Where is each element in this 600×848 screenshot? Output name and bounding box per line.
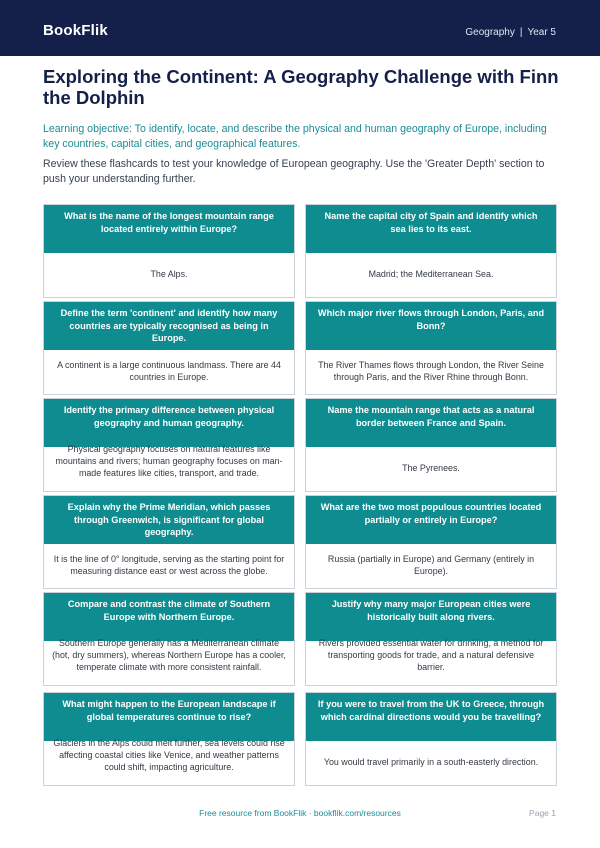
flashcard-answer: Southern Europe generally has a Mediterranean climate (hot, dry summers), whereas Northern Europe has a cooler, temperate climate with more consistent rainfall.: [52, 638, 286, 672]
flashcard-question: Name the capital city of Spain and identify which sea lies to its east.: [306, 205, 556, 253]
flashcard-7: [43, 495, 295, 589]
subject-label: Geography: [465, 27, 515, 38]
flashcard-6: [305, 398, 557, 492]
intro-text: Review these flashcards to test your knowledge of European geography. Use the 'Greater Depth' section to push your understanding further.: [43, 158, 545, 185]
flashcard-answer: Physical geography focuses on natural features like mountains and rivers; human geography focuses on man-made features like cities, transport, and trade.: [55, 444, 283, 478]
flashcard-question: Which major river flows through London, Paris, and Bonn?: [306, 302, 556, 350]
flashcard-question: If you were to travel from the UK to Greece, through which cardinal directions would you be travelling?: [306, 693, 556, 741]
year-label: Year 5: [527, 27, 556, 38]
brand-logo[interactable]: BookFlik: [43, 22, 108, 39]
flashcard-question: Identify the primary difference between physical geography and human geography.: [44, 399, 294, 447]
meta-separator: |: [519, 27, 523, 38]
flashcard-2: [305, 204, 557, 298]
flashcard-question: Justify why many major European cities were historically built along rivers.: [306, 593, 556, 641]
flashcard-question: What is the name of the longest mountain range located entirely within Europe?: [44, 205, 294, 253]
flashcard-answer: A continent is a large continuous landmass. There are 44 countries in Europe.: [57, 360, 281, 382]
flashcard-question: What are the two most populous countries located partially or entirely in Europe?: [306, 496, 556, 544]
flashcard-question: Define the term 'continent' and identify how many countries are typically recognised as being in Europe.: [44, 302, 294, 350]
flashcard-1: [43, 204, 295, 298]
header-bar: [0, 0, 600, 56]
flashcard-question: Explain why the Prime Meridian, which passes through Greenwich, is significant for global geography.: [44, 496, 294, 544]
flashcard-answer: It is the line of 0° longitude, serving as the starting point for measuring distance east or west across the globe.: [53, 554, 285, 576]
flashcard-5: [43, 398, 295, 492]
header-meta: [465, 27, 556, 38]
page-title: Exploring the Continent: A Geography Challenge with Finn the Dolphin: [43, 66, 559, 108]
flashcard-question: Name the mountain range that acts as a natural border between France and Spain.: [306, 399, 556, 447]
flashcard-question: Compare and contrast the climate of Southern Europe with Northern Europe.: [44, 593, 294, 641]
flashcard-answer: Madrid; the Mediterranean Sea.: [368, 269, 494, 280]
flashcard-3: [43, 301, 295, 395]
flashcard-9: [43, 592, 295, 686]
flashcard-4: [305, 301, 557, 395]
flashcard-8: [305, 495, 557, 589]
flashcard-10: [305, 592, 557, 686]
flashcard-answer: Glaciers in the Alps could melt further, sea levels could rise affecting coastal cities like Venice, and weather patterns could shift, impacting agriculture.: [53, 738, 285, 772]
footer-credit[interactable]: Free resource from BookFlik · bookflik.com/resources: [199, 808, 401, 818]
flashcard-answer: Russia (partially in Europe) and Germany (entirely in Europe).: [327, 554, 535, 576]
flashcard-answer: You would travel primarily in a south-easterly direction.: [323, 757, 539, 768]
flashcard-12: [305, 692, 557, 786]
flashcard-answer: Rivers provided essential water for drinking, a method for transporting goods for trade, and a natural defensive barrier.: [318, 638, 544, 672]
flashcard-answer: The River Thames flows through London, the River Seine through Paris, and the River Rhine through Bonn.: [318, 360, 544, 382]
flashcard-answer: The Alps.: [150, 269, 188, 280]
learning-objective: Learning objective: To identify, locate, and describe the physical and human geography of Europe, including key countries, capital cities, and geographical features.: [43, 123, 547, 150]
flashcard-answer: The Pyrenees.: [402, 463, 460, 474]
page-number: Page 1: [529, 808, 556, 818]
flashcard-11: [43, 692, 295, 786]
flashcard-question: What might happen to the European landscape if global temperatures continue to rise?: [44, 693, 294, 741]
